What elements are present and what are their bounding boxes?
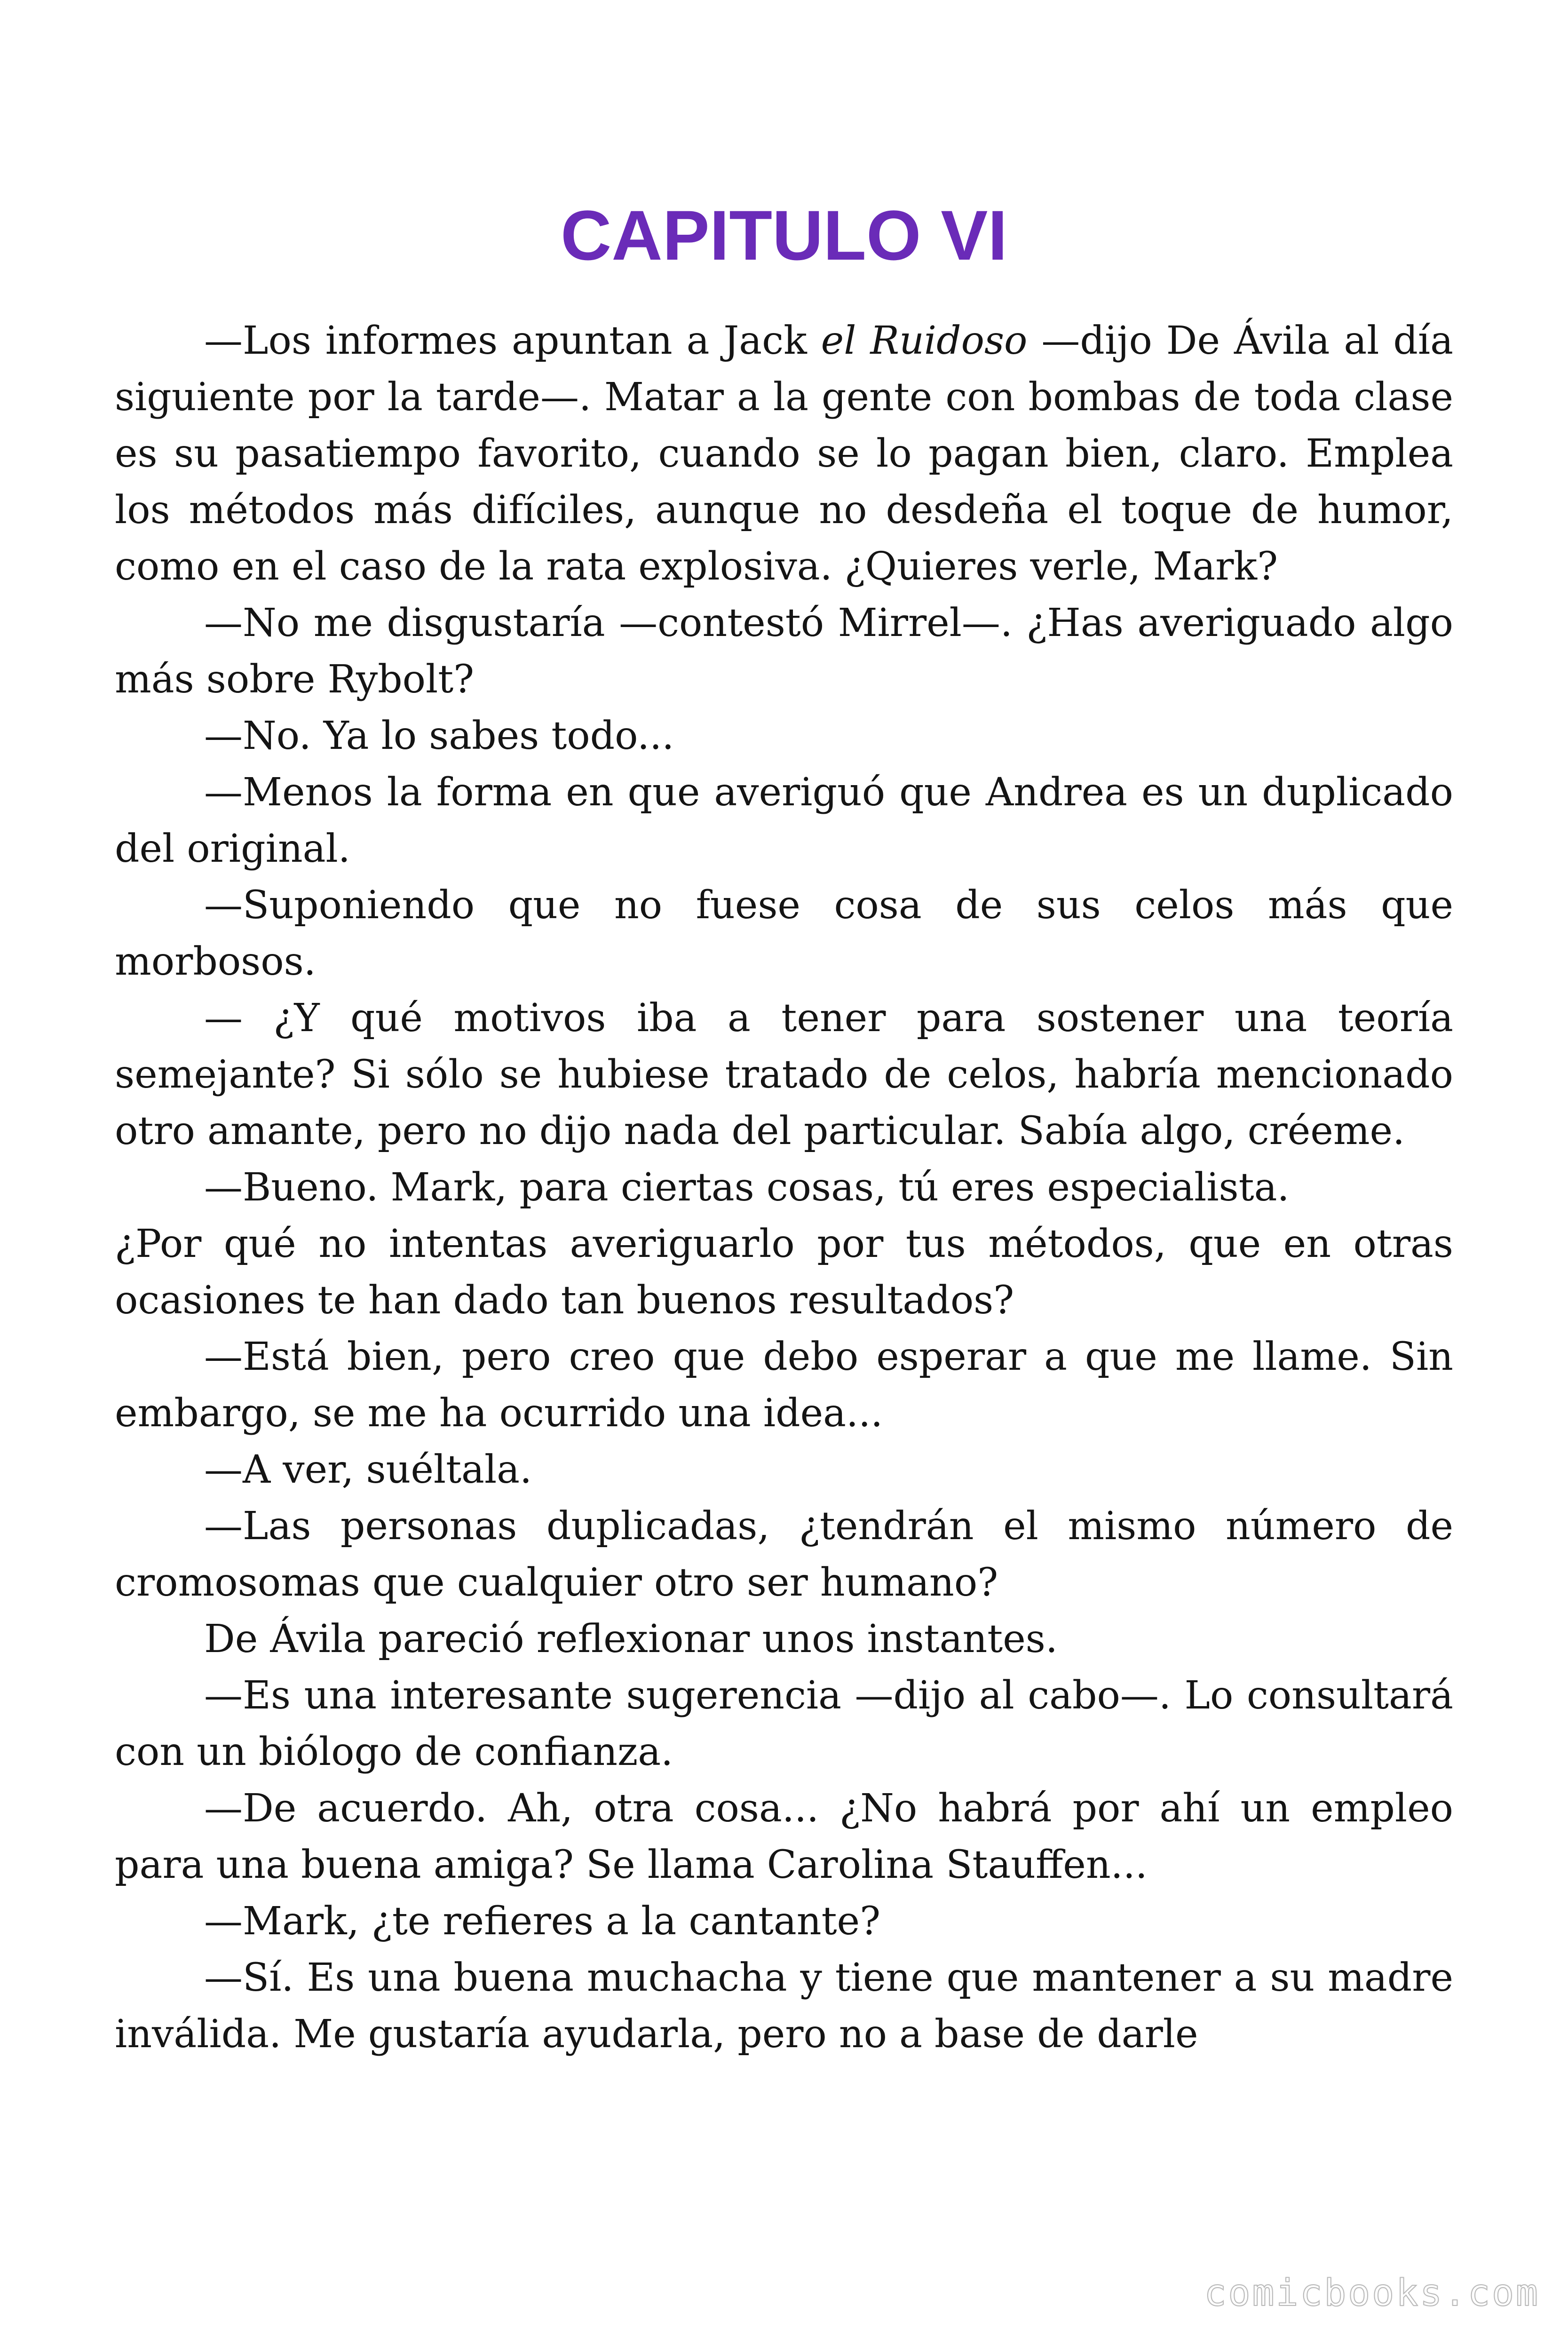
chapter-title: CAPITULO VI [560,196,1008,275]
paragraph: —Está bien, pero creo que debo esperar a que me llame. Sin embargo, se me ha ocurrido una idea... [115,1335,1453,1436]
paragraph-text: —dijo De Ávila al día siguiente por la tarde—. Matar a la gente con bombas de toda clase es su pasatiempo favorito, cuando se lo pagan bien, claro. Emplea los métodos más difíciles, aunque no desdeña el toque de humor, como en el caso de la rata explosiva. ¿Quieres verle, Mark? [115,318,1454,589]
paragraph: —De acuerdo. Ah, otra cosa... ¿No habrá por ahí un empleo para una buena amiga? Se llama Carolina Stauffen... [115,1786,1453,1887]
paragraph: —No me disgustaría —contestó Mirrel—. ¿Has averiguado algo más sobre Rybolt? [115,601,1453,702]
paragraph-text: —Los informes apuntan a Jack [204,318,821,363]
paragraph: De Ávila pareció reflexionar unos instantes. [204,1617,1058,1661]
paragraph: — ¿Y qué motivos iba a tener para sostener una teoría semejante? Si sólo se hubiese tratado de celos, habría mencionado otro amante, pero no dijo nada del particular. Sabía algo, créeme. [115,996,1453,1153]
paragraph: —Bueno. Mark, para ciertas cosas, tú eres especialista. [204,1165,1290,1210]
paragraph: —Es una interesante sugerencia —dijo al cabo—. Lo consultará con un biólogo de confianza. [115,1673,1453,1774]
paragraph: —Sí. Es una buena muchacha y tiene que mantener a su madre inválida. Me gustaría ayudarla, pero no a base de darle [115,1955,1453,2057]
paragraph: —Mark, ¿te refieres a la cantante? [204,1899,881,1944]
paragraph: —Suponiendo que no fuese cosa de sus celos más que morbosos. [115,883,1453,984]
paragraph [115,313,1453,595]
paragraph: —Menos la forma en que averiguó que Andrea es un duplicado del original. [115,770,1453,871]
paragraph: —A ver, suéltala. [204,1447,532,1492]
site-watermark: comicbooks.com [1204,2272,1540,2314]
paragraph-continuation: ¿Por qué no intentas averiguarlo por tus métodos, que en otras ocasiones te han dado tan buenos resultados? [115,1222,1453,1323]
chapter-body [115,313,1453,2063]
emphasized-name: el Ruidoso [821,318,1028,363]
paragraph: —No. Ya lo sabes todo... [204,714,674,758]
paragraph: —Las personas duplicadas, ¿tendrán el mismo número de cromosomas que cualquier otro ser humano? [115,1504,1453,1605]
